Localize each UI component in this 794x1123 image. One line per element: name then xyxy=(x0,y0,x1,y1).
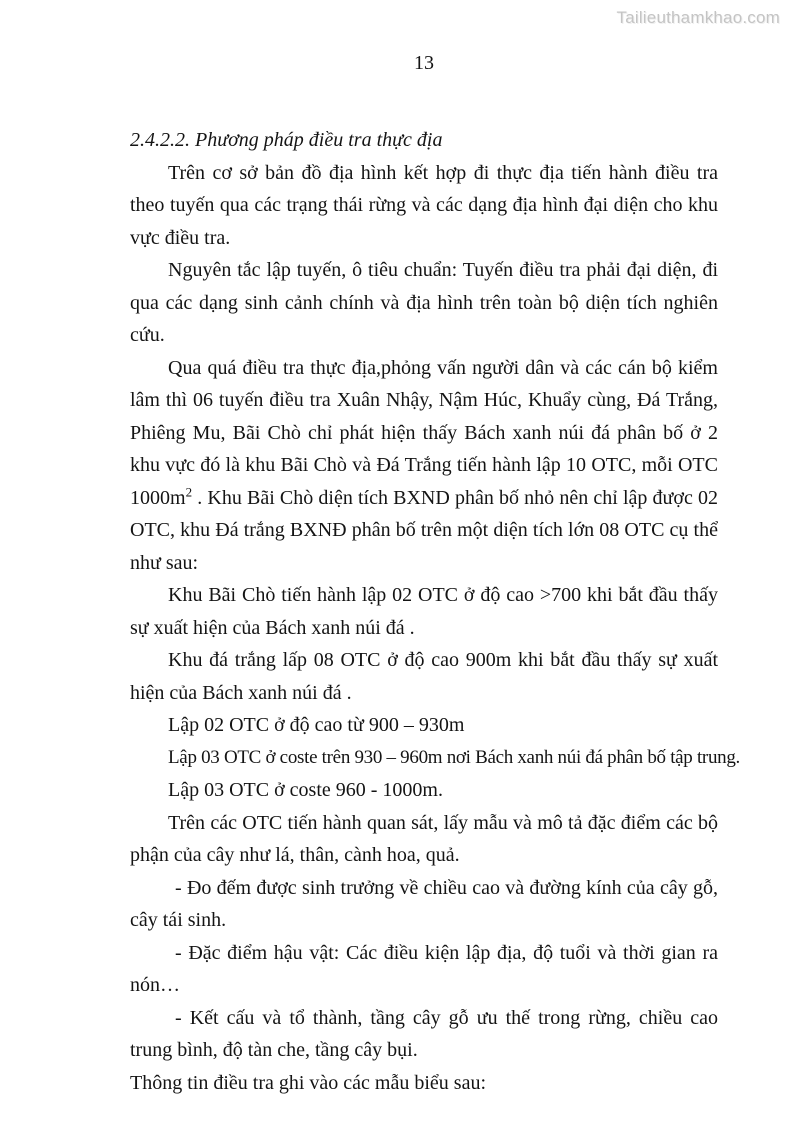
line-otc-960-1000: Lập 03 OTC ở coste 960 - 1000m. xyxy=(168,779,443,801)
bullet-phenology: - Đặc điểm hậu vật: Các điều kiện lập địa, độ tuổi và thời gian ra nón… xyxy=(130,941,718,996)
paragraph-survey-route: Trên cơ sở bản đồ địa hình kết hợp đi thực địa tiến hành điều tra theo tuyến qua các trạng thái rừng và các dạng địa hình đại diện cho khu vực điều tra. xyxy=(130,161,718,249)
line-otc-930-960: Lập 03 OTC ở coste trên 930 – 960m nơi Bách xanh núi đá phân bố tập trung. xyxy=(168,746,741,768)
page-number: 13 xyxy=(414,52,434,74)
bullet-stand-structure: - Kết cấu và tổ thành, tầng cây gỗ ưu thế trong rừng, chiều cao trung bình, độ tàn che, tầng cây bụi. xyxy=(130,1006,718,1061)
superscript-square-meter: 2 xyxy=(185,483,193,499)
watermark: Tailieuthamkhao.com xyxy=(616,8,780,27)
paragraph-survey-results-text: Qua quá điều tra thực địa,phỏng vấn người dân và các cán bộ kiểm lâm thì 06 tuyến điều tra Xuân Nhậy, Nậm Húc, Khuẩy cùng, Đá Trắng, Phiêng Mu, Bãi Chò chỉ phát hiện thấy Bách xanh núi đá phân bố ở 2 khu vực đó là khu Bãi Chò và Đá Trắng tiến hành lập 10 OTC, mỗi OTC 1000m xyxy=(130,356,718,509)
page-content xyxy=(130,124,741,1099)
paragraph-survey-results xyxy=(130,352,718,580)
paragraph-route-principles: Nguyên tắc lập tuyến, ô tiêu chuẩn: Tuyến điều tra phải đại diện, đi qua các dạng sinh cảnh chính và địa hình trên toàn bộ diện tích nghiên cứu. xyxy=(130,259,718,346)
bullet-growth-measurement: - Đo đếm được sinh trưởng về chiều cao và đường kính của cây gỗ, cây tái sinh. xyxy=(130,876,718,931)
section-heading: 2.4.2.2. Phương pháp điều tra thực địa xyxy=(130,129,443,151)
paragraph-survey-results-continued: . Khu Bãi Chò diện tích BXND phân bố nhỏ nên chỉ lập được 02 OTC, khu Đá trắng BXNĐ phân bố trên một diện tích lớn 08 OTC cụ thể như sau: xyxy=(130,486,718,574)
paragraph-da-trang-plots: Khu đá trắng lấp 08 OTC ở độ cao 900m khi bắt đầu thấy sự xuất hiện của Bách xanh núi đá . xyxy=(130,649,718,704)
paragraph-bai-cho-plots: Khu Bãi Chò tiến hành lập 02 OTC ở độ cao >700 khi bắt đầu thấy sự xuất hiện của Bách xanh núi đá . xyxy=(130,584,718,639)
paragraph-form-intro: Thông tin điều tra ghi vào các mẫu biểu sau: xyxy=(130,1071,487,1094)
paragraph-otc-observation: Trên các OTC tiến hành quan sát, lấy mẫu và mô tả đặc điểm các bộ phận của cây như lá, thân, cành hoa, quả. xyxy=(130,811,718,866)
line-otc-900-930: Lập 02 OTC ở độ cao từ 900 – 930m xyxy=(168,714,465,736)
